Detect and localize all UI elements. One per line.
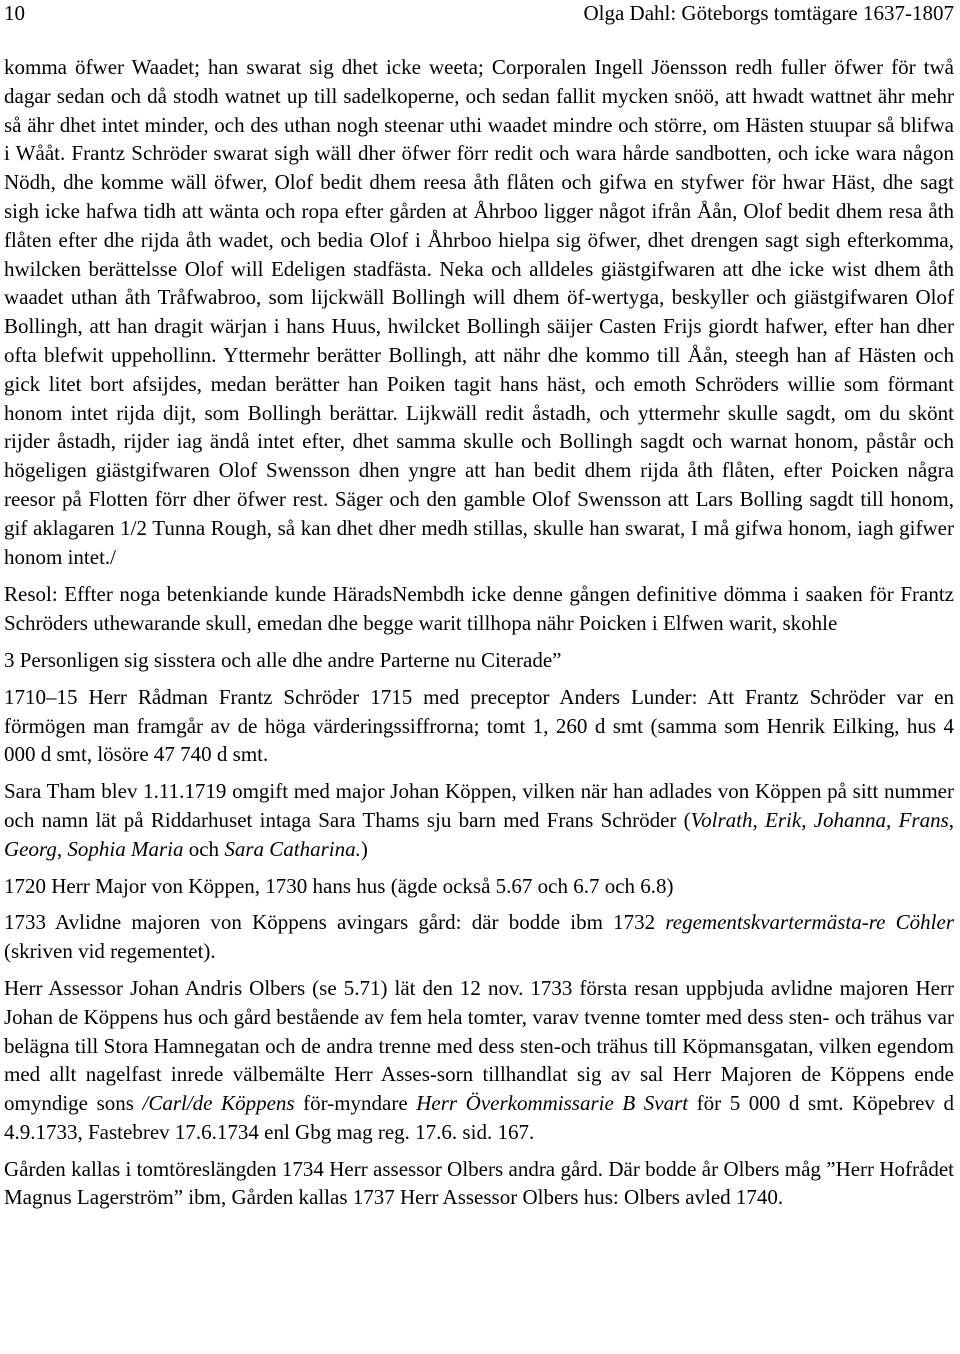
child-name: Sara Catharina.	[224, 836, 361, 861]
child-name: Georg	[4, 836, 57, 861]
paragraph-sara-tham	[4, 777, 954, 863]
paragraph-olbers	[4, 974, 954, 1147]
paragraph-1710: 1710–15 Herr Rådman Frantz Schröder 1715 med preceptor Anders Lunder: Att Frantz Schröder var en förmögen man framgår av de höga värderingssiffrorna; tomt 1, 260 d smt (samma som Henrik Eilking, hus 4 000 d smt, lösöre 47 740 d smt.	[4, 684, 954, 767]
child-name: Johanna	[813, 807, 887, 832]
paragraph-citation: 3 Personligen sig sisstera och alle dhe andre Parterne nu Citerade”	[4, 647, 562, 672]
text-segment: 1733 Avlidne majoren von Köppens avingars gård: där bodde ibm 1732	[4, 910, 666, 935]
child-name: Frans	[898, 807, 949, 832]
child-name: Erik	[765, 807, 802, 832]
paragraph-1720: 1720 Herr Major von Köppen, 1730 hans hus (ägde också 5.67 och 6.7 och 6.8)	[4, 873, 674, 898]
text-segment: för 5 000 d smt. Köpebrev d 4.9.1733, Fastebrev 17.6.1734 enl Gbg mag reg. 17.6. sid. 167.	[4, 1091, 954, 1144]
text-segment: ,	[56, 836, 68, 861]
text-segment: Herr Assessor Johan Andris Olbers (se 5.71) lät den 12 nov. 1733 första resan uppbjuda avlidne majoren Herr Johan de Köppens hus och gård bestående av fem hela tomter, varav tvenne tomter med dess sten- och trähus var belägna till Stora Hamnegatan och de andra trenne med dess sten-och trähus till Köpmansgatan, vilken egendom med allt nagelfast inrede välbemälte Herr Asses-sorn tillhandlat sig av sal Herr Majoren de Köppens ende omyndige sons	[4, 975, 954, 1116]
paragraph-1733	[4, 908, 954, 966]
text-segment: ,	[752, 807, 766, 832]
page-number: 10	[4, 1, 25, 25]
text-segment: (skriven vid regementet).	[4, 939, 216, 964]
text-segment: för-myndare	[294, 1091, 417, 1116]
text-segment: )	[360, 836, 368, 861]
italic-segment: regementskvartermästa-re Cöhler	[665, 910, 954, 935]
text-segment: ,	[886, 807, 899, 832]
text-segment: och	[183, 836, 225, 861]
child-name: Volrath	[690, 807, 753, 832]
text-segment: ,	[948, 807, 955, 832]
child-name: Sophia Maria	[67, 836, 184, 861]
paragraph-resolution: Resol: Effter noga betenkiande kunde HäradsNembdh icke denne gången definitive dömma i saaken för Frantz Schröders uthewarande skull, emedan dhe begge warit tillhopa nähr Poicken i Elfwen warit, skohle	[4, 582, 954, 636]
running-title: Olga Dahl: Göteborgs tomtägare 1637-1807	[583, 1, 954, 25]
italic-segment: /Carl/de Köppens	[142, 1091, 295, 1116]
text-segment: Sara Tham blev 1.11.1719 omgift med major Johan Köppen, vilken när han adlades von Köppen på sitt nummer och namn lät på Riddarhuset intaga Sara Thams sju barn med Frans Schröder (	[4, 779, 954, 832]
italic-segment: Herr Överkommissarie B Svart	[416, 1091, 689, 1116]
paragraph-1734: Gården kallas i tomtöreslängden 1734 Herr assessor Olbers andra gård. Där bodde år Olbers måg ”Herr Hofrådet Magnus Lagerström” ibm, Gården kallas 1737 Herr Assessor Olbers hus: Olbers avled 1740.	[4, 1156, 954, 1210]
text-segment: ,	[801, 807, 814, 832]
paragraph-testimony: komma öfwer Waadet; han swarat sig dhet icke weeta; Corporalen Ingell Jöensson redh fuller öfwer för twå dagar sedan och då stodh watnet up till sadelkoperne, och sedan fallit mycken snöö, att hwadt wattnet ähr mehr så ähr dhet intet minder, och des uthan nogh steenar uthi waadet mindre och större, om Hästen stuupar så blifwa i Wååt. Frantz Schröder swarat sigh wäll dher öfwer förr redit och wara hårde sandbotten, och icke wara någon Nödh, dhe komme wäll öfwer, Olof bedit dhem reesa åth flåten och gifwa en styfwer för hwar Häst, dhe sagt sigh icke hafwa tidh att wänta och ropa efter gården at Åhrboo ligger något ifrån Åån, Olof bedit dhem resa åth flåten efter dhe rijda åth wadet, och bedia Olof i Åhrboo hielpa sig öfwer, dhet drengen sagt sigh efterkomma, hwilcken berättelsse Olof will Edeligen stadfästa. Neka och alldeles giästgifwaren att dhe icke wist dhem åth waadet uthan åth Tråfwabroo, som lijckwäll Bollingh will dhem öf-wertyga, beskyller och giästgifwaren Olof Bollingh, att han dragit wärjan i hans Huus, hwilcket Bollingh säijer Casten Frijs giordt hafwer, efter han dher ofta blefwit uppehollinn. Yttermehr berätter Bollingh, att nähr dhe kommo till Åån, steegh han af Hästen och gick litet bort afsijdes, medan berätter han Poiken tagit hans häst, och emoth Schröders willie som förmant honom intet rijda dijt, som Bollingh berättar. Lijkwäll redit åstadh, och yttermehr skulle sagdt, om du skönt rijder åstadh, rijder iag ändå intet efter, dhet samma skulle och Bollingh sagdt och warnat honom, påstår och högeligen giästgifwaren Olof Swensson dhen yngre att han bedit dhem rijda åth flåten, efter Poicken några reesor på Flotten förr dher öfwer rest. Säger och den gamble Olof Swensson att Lars Bolling sagdt till honom, gif aklagaren 1/2 Tunna Rough, så kan dhet dher medh stillas, skulle han swarat, I må gifwa honom, iagh gifwer honom intet./	[4, 55, 954, 569]
document-body	[4, 53, 954, 1220]
page-header	[4, 0, 954, 30]
